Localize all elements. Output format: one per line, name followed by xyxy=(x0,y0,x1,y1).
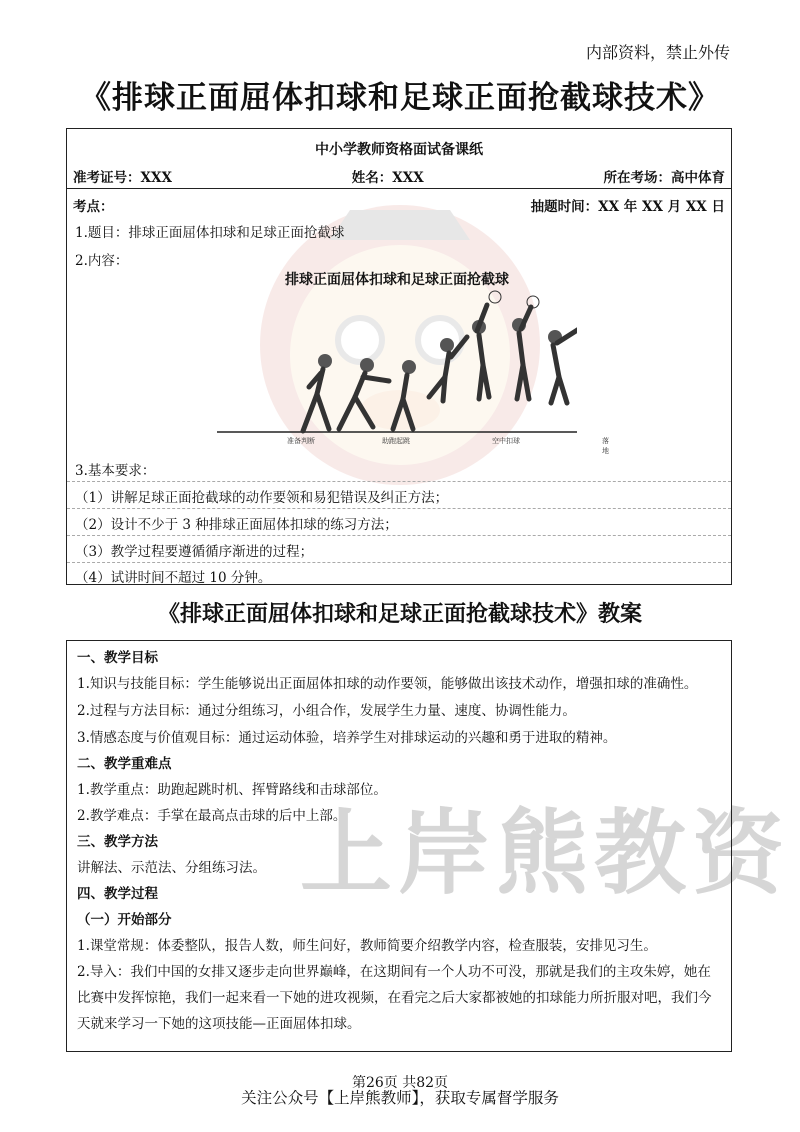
divider xyxy=(67,481,731,482)
section-heading: 三、教学方法 xyxy=(77,834,158,850)
requirements-title: 3.基本要求： xyxy=(75,463,156,479)
promo-text: 关注公众号【上岸熊教师】，获取专属督学服务 xyxy=(241,1089,559,1107)
kaodian-row xyxy=(67,189,731,215)
requirement-item: （1）讲解足球正面抢截球的动作要领和易犯错误及纠正方法； xyxy=(75,490,449,506)
plan-line: 1.课堂常规：体委整队，报告人数，师生问好，教师简要介绍教学内容，检查服装，安排见习生。 xyxy=(77,938,657,954)
figure-title: 排球正面屈体扣球和足球正面抢截球 xyxy=(285,272,509,288)
lesson-plan-box xyxy=(66,640,732,1052)
requirement-item: （4）试讲时间不超过 10 分钟。 xyxy=(75,570,272,586)
page-number: 第26页 共82页 xyxy=(351,1075,449,1091)
candidate-name: 姓名：XXX xyxy=(351,170,424,186)
figure-label: 落地 xyxy=(602,437,609,455)
figure-label: 助跑起跳 xyxy=(382,437,410,445)
plan-line: 讲解法、示范法、分组练习法。 xyxy=(77,860,266,876)
divider xyxy=(67,562,731,563)
plan-line: 1.知识与技能目标：学生能够说出正面屈体扣球的动作要领，能够做出该技术动作，增强扣球的准确性。 xyxy=(77,676,698,692)
watermark-text: 上岸熊教资 xyxy=(300,800,791,907)
draw-time: 抽题时间：XX 年 XX 月 XX 日 xyxy=(530,199,725,215)
form-heading: 中小学教师资格面试备课纸 xyxy=(315,142,483,158)
intro-paragraph: 2.导入：我们中国的女排又逐步走向世界巅峰，在这期间有一个人功不可没，那就是我们的主攻朱婷，她在比赛中发挥惊艳，我们一起来看一下她的进攻视频，在看完之后大家都被她的扣球能力所折服对吧，我们今天就来学习一下她的这项技能—正面屈体扣球。 xyxy=(77,964,712,1032)
plan-line: 2.教学难点：手掌在最高点击球的后中上部。 xyxy=(77,808,347,824)
plan-line: 1.教学重点：助跑起跳时机、挥臂路线和击球部位。 xyxy=(77,782,387,798)
prep-form xyxy=(66,128,732,585)
candidate-info-row xyxy=(67,164,731,189)
requirement-item: （3）教学过程要遵循循序渐进的过程； xyxy=(75,544,314,560)
topic-line: 1.题目：排球正面屈体扣球和足球正面抢截球 xyxy=(75,225,345,241)
requirement-item: （2）设计不少于 3 种排球正面屈体扣球的练习方法； xyxy=(75,517,398,533)
figure-label: 准备判断 xyxy=(287,437,315,445)
section-heading: 二、教学重难点 xyxy=(77,756,172,772)
section-heading: 四、教学过程 xyxy=(77,886,158,902)
spike-figure xyxy=(217,269,609,455)
exam-site: 所在考场：高中体育 xyxy=(603,170,725,186)
divider xyxy=(67,508,731,509)
plan-line: 3.情感态度与价值观目标：通过运动体验，培养学生对排球运动的兴趣和勇于进取的精神。 xyxy=(77,730,617,746)
exam-number: 准考证号：XXX xyxy=(73,170,172,186)
lesson-plan-title: 《排球正面屈体扣球和足球正面抢截球技术》教案 xyxy=(157,602,642,627)
content-label: 2.内容： xyxy=(75,253,129,269)
divider xyxy=(67,535,731,536)
section-heading: 一、教学目标 xyxy=(77,650,158,666)
document-title: 《排球正面屈体扣球和足球正面抢截球技术》 xyxy=(80,80,720,116)
plan-line: 2.过程与方法目标：通过分组练习，小组合作，发展学生力量、速度、协调性能力。 xyxy=(77,703,576,719)
figure-label: 空中扣球 xyxy=(492,437,520,445)
kaodian-label: 考点： xyxy=(73,199,114,215)
internal-note: 内部资料，禁止外传 xyxy=(585,43,730,62)
spike-sequence-illustration xyxy=(217,269,577,449)
sub-heading: （一）开始部分 xyxy=(77,912,172,928)
